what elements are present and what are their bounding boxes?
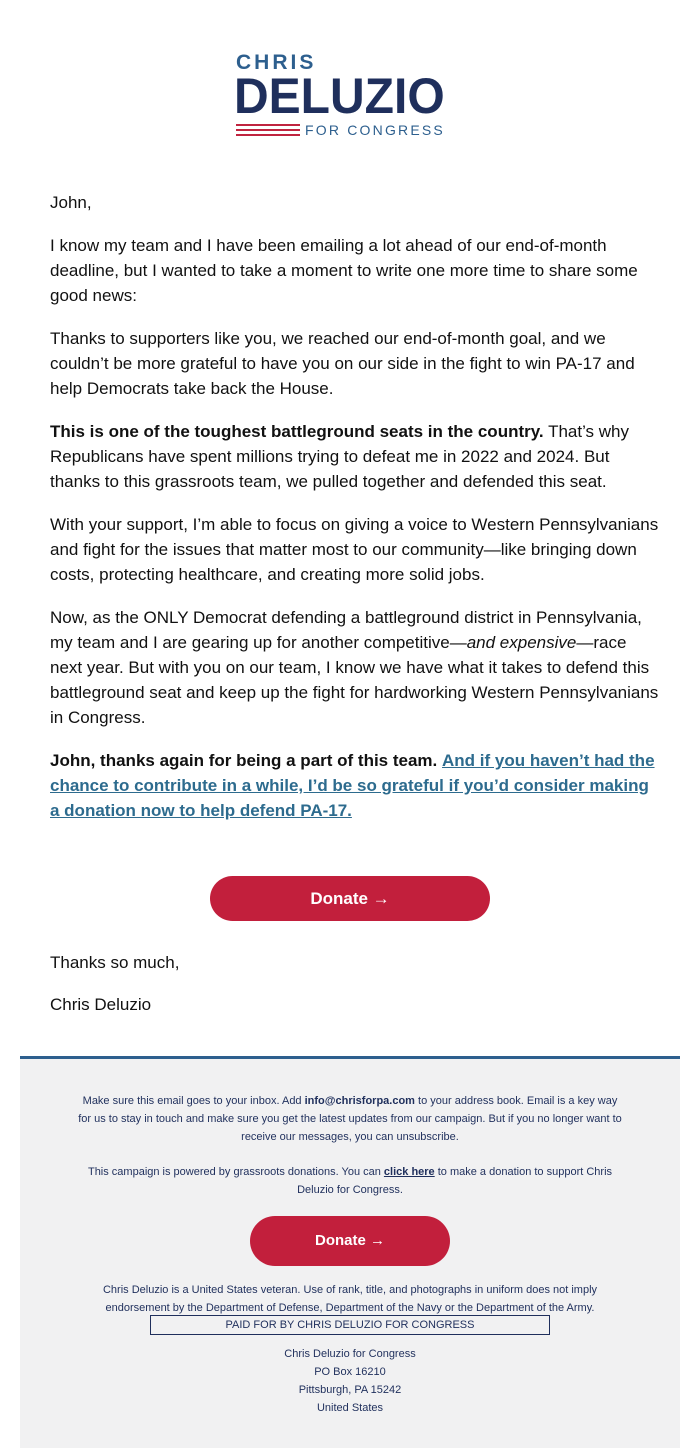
logo-deluzio-text: DELUZIO	[234, 68, 445, 124]
footer-p1-b: to your address book. Email is a key way for us to stay in touch and make sure you get the latest updates from our campaign. But if you no longer want to receive our messages, you can unsubscribe.	[78, 1095, 622, 1143]
paragraph-3	[50, 419, 660, 494]
paragraph-5-a: Now, as the ONLY Democrat defending a battleground district in Pennsylvania, my team and I are gearing up for another competitive—	[50, 608, 642, 652]
footer-donation-note	[75, 1163, 625, 1199]
paid-for-box: PAID FOR BY CHRIS DELUZIO FOR CONGRESS	[150, 1315, 550, 1335]
footer-p2-b: to make a donation to support Chris Deluzio for Congress.	[297, 1166, 613, 1196]
signature: Chris Deluzio	[50, 995, 152, 1014]
signoff: Thanks so much,	[50, 953, 180, 972]
email-body	[50, 190, 660, 841]
paragraph-6-bold: John, thanks again for being a part of this team.	[50, 751, 438, 770]
paragraph-3-rest: That’s why Republicans have spent millions trying to defeat me in 2022 and 2024. But thanks to this grassroots team, we pulled together and defended this seat.	[50, 422, 630, 491]
footer-p2-a: This campaign is powered by grassroots donations. You can	[87, 1166, 384, 1178]
address-line: PO Box 16210	[314, 1366, 386, 1378]
footer-inbox-note	[75, 1092, 625, 1146]
paragraph-5-italic: and expensive	[466, 633, 577, 652]
footer-donate-button[interactable]: Donate →	[250, 1216, 450, 1266]
campaign-logo	[0, 52, 700, 142]
paragraph-3-bold: This is one of the toughest battleground seats in the country.	[50, 422, 544, 441]
footer-disclaimer: Chris Deluzio is a United States veteran. Use of rank, title, and photographs in uniform does not imply endorsement by the Department of Defense, Department of the Navy or the Department of the Army.	[102, 1284, 598, 1314]
paragraph-1: I know my team and I have been emailing a lot ahead of our end-of-month deadline, but I wanted to take a moment to write one more time to share some good news:	[50, 236, 638, 305]
footer-email-address: info@chrisforpa.com	[304, 1095, 415, 1107]
donation-link[interactable]: And if you haven’t had the chance to contribute in a while, I’d be so grateful if you’d consider making a donation now to help defend PA-17.	[50, 751, 655, 820]
email-footer	[20, 1056, 680, 1448]
paragraph-5-b: —race next year. But with you on our team, I know we have what it takes to defend this battleground seat and keep up the fight for hardworking Western Pennsylvanians in Congress.	[50, 633, 659, 727]
paragraph-5	[50, 605, 660, 730]
mailing-address	[200, 1345, 500, 1417]
donate-button[interactable]: Donate →	[210, 876, 490, 921]
logo-stripes-icon	[236, 124, 300, 139]
paragraph-2: Thanks to supporters like you, we reached our end-of-month goal, and we couldn’t be more grateful to have you on our side in the fight to win PA-17 and help Democrats take back the House.	[50, 329, 635, 398]
paragraph-4: With your support, I’m able to focus on giving a voice to Western Pennsylvanians and fight for the issues that matter most to our community—like bringing down costs, protecting healthcare, and creating more solid jobs.	[50, 515, 659, 584]
address-line: Pittsburgh, PA 15242	[298, 1384, 402, 1396]
footer-click-here-link[interactable]: click here	[383, 1166, 435, 1178]
greeting: John,	[50, 193, 92, 212]
footer-p1-a: Make sure this email goes to your inbox. Add	[82, 1095, 305, 1107]
logo-wordmark	[235, 52, 475, 142]
address-line: United States	[316, 1402, 384, 1414]
paragraph-6	[50, 748, 660, 823]
logo-for-congress-text: FOR CONGRESS	[305, 122, 445, 138]
logo-chris-text: CHRIS	[236, 51, 317, 74]
address-line: Chris Deluzio for Congress	[284, 1348, 416, 1360]
